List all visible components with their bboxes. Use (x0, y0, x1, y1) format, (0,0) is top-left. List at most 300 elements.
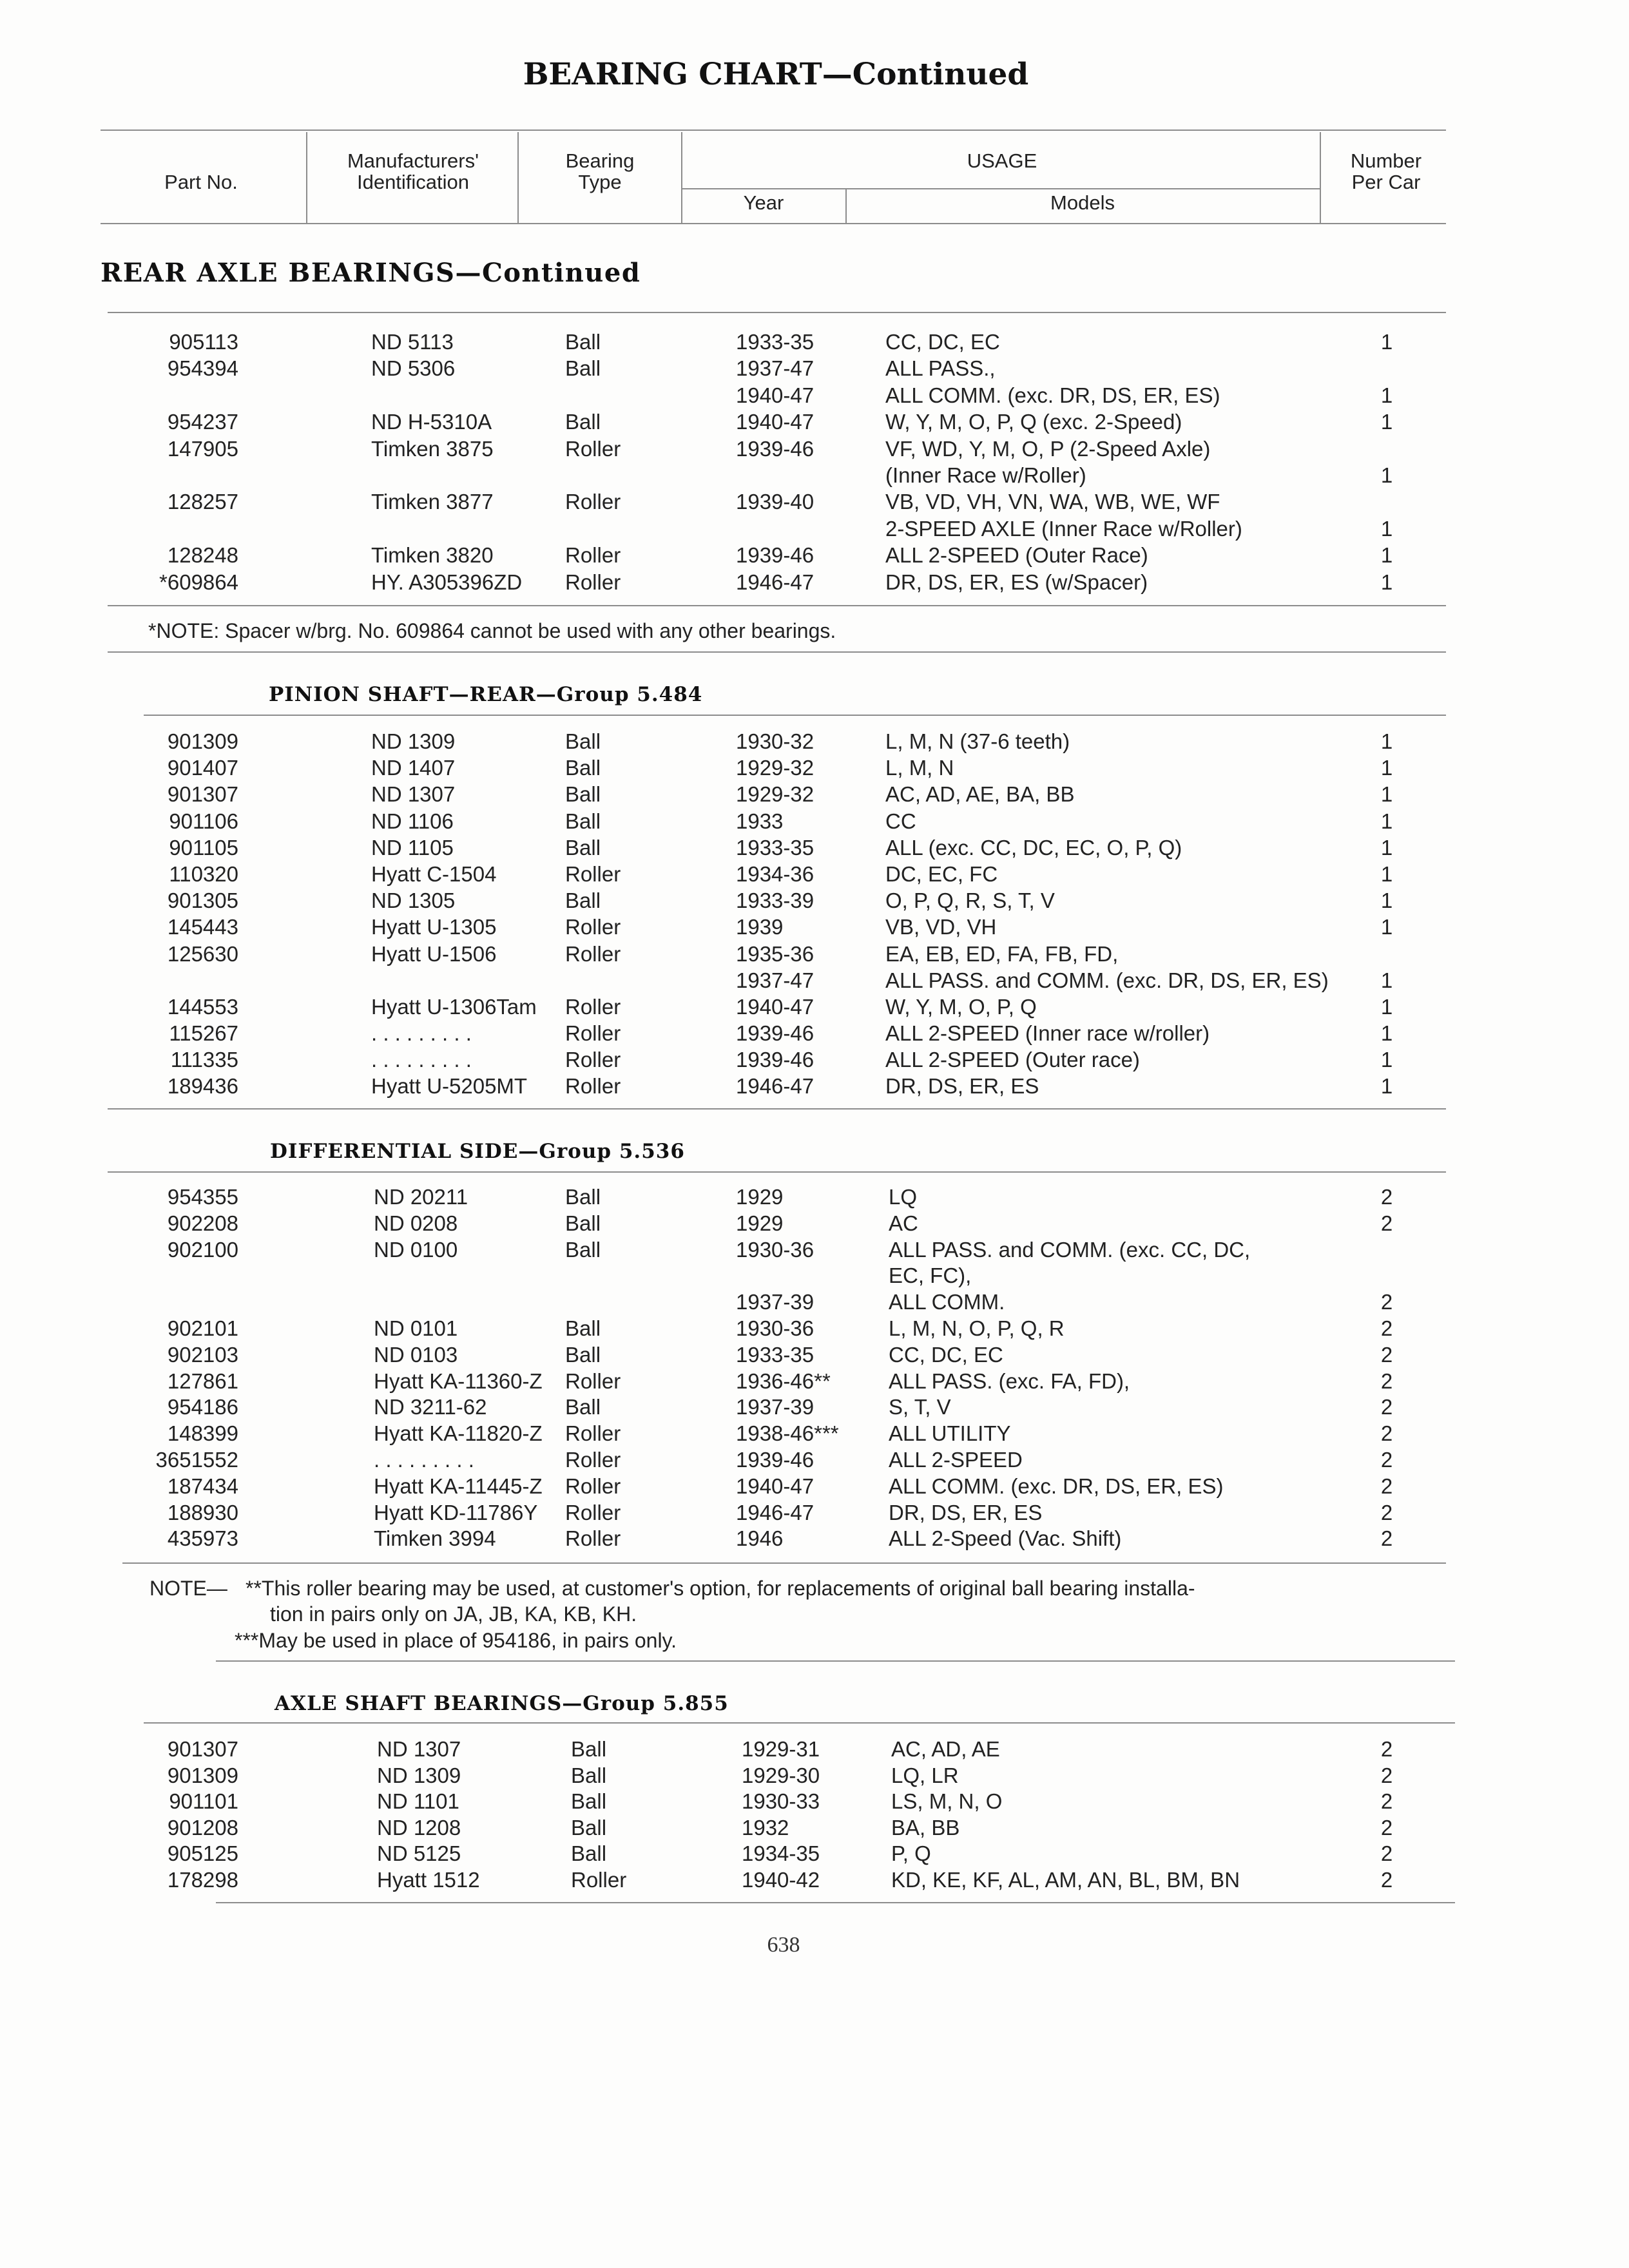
manufacturer-id-cell: Hyatt KA-11820-Z (374, 1421, 543, 1446)
year-cell: 1934-36 (736, 861, 815, 886)
manufacturer-id-cell: Hyatt 1512 (377, 1867, 480, 1892)
manufacturer-id-cell: ND 5306 (371, 356, 456, 381)
bearing-type-cell: Ball (571, 1737, 607, 1761)
header-part-no: Part No. (164, 171, 238, 193)
models-cell: ALL PASS. and COMM. (exc. CC, DC, (889, 1237, 1251, 1262)
year-cell: 1946-47 (736, 1500, 815, 1524)
table-row (0, 542, 1629, 568)
models-cell: CC, DC, EC (889, 1342, 1003, 1367)
table-row (0, 1046, 1629, 1073)
table-row (0, 887, 1629, 914)
part-number-cell: 901407 (167, 756, 238, 780)
table-row (0, 1763, 1629, 1789)
bearing-type-cell: Roller (565, 915, 621, 939)
bearing-type-cell: Roller (565, 941, 621, 966)
header-per-car: Per Car (1351, 171, 1421, 193)
part-number-cell: 111335 (170, 1048, 238, 1072)
number-per-car-cell: 2 (1380, 1815, 1393, 1840)
number-per-car-cell: 2 (1380, 1500, 1393, 1524)
bearing-type-cell: Roller (565, 1021, 621, 1046)
table-row (0, 408, 1629, 435)
bearing-type-cell: Roller (565, 1474, 621, 1498)
header-year: Year (743, 191, 784, 214)
number-per-car-cell: 2 (1380, 1737, 1393, 1761)
part-number-cell: 189436 (167, 1074, 238, 1099)
bearing-type-cell: Roller (565, 490, 621, 514)
number-per-car-cell: 1 (1380, 1048, 1393, 1072)
number-per-car-cell: 1 (1380, 889, 1393, 913)
models-cell: DR, DS, ER, ES (885, 1074, 1039, 1099)
models-cell: DR, DS, ER, ES (889, 1500, 1043, 1524)
number-per-car-cell: 1 (1380, 994, 1393, 1019)
bearing-type-cell: Ball (571, 1841, 607, 1866)
part-number-cell: *609864 (159, 570, 238, 594)
manufacturer-id-cell: ND 1208 (377, 1815, 461, 1840)
part-number-cell: 901105 (169, 835, 238, 860)
header-number: Number (1350, 149, 1422, 172)
bearing-type-cell: Roller (565, 1447, 621, 1472)
part-number-cell: 187434 (167, 1474, 238, 1498)
year-cell: 1937-39 (736, 1290, 815, 1314)
bearing-type-cell: Roller (571, 1867, 627, 1892)
manufacturer-id-cell: HY. A305396ZD (371, 570, 523, 594)
year-cell: 1946 (736, 1526, 784, 1551)
bearing-type-cell: Ball (571, 1763, 607, 1787)
models-cell: P, Q (891, 1841, 931, 1866)
part-number-cell: 954394 (167, 356, 238, 381)
bearing-type-cell: Ball (565, 809, 601, 833)
section-rule (108, 605, 1446, 606)
part-number-cell: 901307 (167, 782, 238, 807)
header-top-rule (101, 130, 1446, 131)
part-number-cell: 145443 (167, 915, 238, 939)
table-row (0, 1736, 1629, 1763)
bearing-type-cell: Roller (565, 1048, 621, 1072)
part-number-cell: 902208 (167, 1211, 238, 1235)
header-bearing: Bearing (565, 149, 635, 172)
models-cell: KD, KE, KF, AL, AM, AN, BL, BM, BN (891, 1867, 1240, 1892)
number-per-car-cell: 1 (1380, 410, 1393, 434)
manufacturer-id-cell: Timken 3875 (371, 436, 494, 461)
models-cell: ALL COMM. (exc. DR, DS, ER, ES) (889, 1474, 1224, 1498)
models-cell: ALL 2-SPEED (Outer Race) (885, 543, 1148, 568)
section-rule (108, 1171, 1446, 1173)
part-number-cell: 905125 (167, 1841, 238, 1866)
bearing-type-cell: Roller (565, 1074, 621, 1099)
bearing-type-cell: Ball (565, 1342, 601, 1367)
models-cell: CC, DC, EC (885, 330, 1000, 354)
models-cell: AC, AD, AE (891, 1737, 1000, 1761)
bearing-type-cell: Ball (565, 1237, 601, 1262)
year-cell: 1935-36 (736, 941, 815, 966)
models-cell: ALL PASS., (885, 356, 996, 381)
table-row (0, 1867, 1629, 1894)
models-cell: LQ (889, 1185, 918, 1209)
manufacturer-id-cell: ND 5113 (371, 330, 454, 354)
number-per-car-cell: 1 (1380, 782, 1393, 807)
year-cell: 1946-47 (736, 570, 815, 594)
manufacturer-id-cell: ND 0101 (374, 1316, 458, 1340)
bearing-type-cell: Ball (565, 782, 601, 807)
table-row (0, 515, 1629, 542)
models-cell: AC (889, 1211, 918, 1235)
bearing-type-cell: Ball (565, 410, 601, 434)
number-per-car-cell: 1 (1380, 516, 1393, 541)
models-cell: VB, VD, VH (885, 915, 997, 939)
bearing-type-cell: Ball (565, 330, 601, 354)
part-number-cell: 435973 (167, 1526, 238, 1551)
models-cell: ALL 2-Speed (Vac. Shift) (889, 1526, 1122, 1551)
manufacturer-id-cell: . . . . . . . . . (371, 1021, 472, 1046)
models-cell: LS, M, N, O (891, 1789, 1003, 1814)
number-per-car-cell: 2 (1380, 1395, 1393, 1419)
year-cell: 1939 (736, 915, 784, 939)
bearing-type-cell: Roller (565, 543, 621, 568)
year-cell: 1929-30 (742, 1763, 820, 1787)
manufacturer-id-cell: ND 1309 (377, 1763, 461, 1787)
header-type: Type (578, 171, 622, 193)
number-per-car-cell: 1 (1380, 383, 1393, 407)
number-per-car-cell: 1 (1380, 915, 1393, 939)
section-rule (122, 1562, 1446, 1564)
manufacturer-id-cell: ND 3211-62 (374, 1395, 487, 1419)
models-cell: (Inner Race w/Roller) (885, 463, 1086, 487)
section-rule (216, 1660, 1455, 1662)
part-number-cell: 954186 (167, 1395, 238, 1419)
table-row (0, 488, 1629, 515)
number-per-car-cell: 1 (1380, 809, 1393, 833)
year-cell: 1939-46 (736, 1048, 815, 1072)
number-per-car-cell: 1 (1380, 835, 1393, 860)
bearing-type-cell: Ball (565, 1395, 601, 1419)
models-cell: ALL (exc. CC, DC, EC, O, P, Q) (885, 835, 1182, 860)
manufacturer-id-cell: Hyatt C-1504 (371, 861, 497, 886)
manufacturer-id-cell: ND 5125 (377, 1841, 461, 1866)
table-row (0, 967, 1629, 994)
models-cell: L, M, N (37-6 teeth) (885, 729, 1070, 753)
models-cell: ALL COMM. (exc. DR, DS, ER, ES) (885, 383, 1220, 407)
bearing-type-cell: Ball (565, 1211, 601, 1235)
number-per-car-cell: 2 (1380, 1474, 1393, 1498)
year-cell: 1938-46*** (736, 1421, 839, 1446)
manufacturer-id-cell: ND 1407 (371, 756, 456, 780)
part-number-cell: 128257 (167, 490, 238, 514)
number-per-car-cell: 1 (1380, 1074, 1393, 1099)
year-cell: 1930-32 (736, 729, 815, 753)
models-cell: 2-SPEED AXLE (Inner Race w/Roller) (885, 516, 1242, 541)
table-row (0, 1526, 1629, 1552)
bearing-type-cell: Roller (565, 1526, 621, 1551)
header-models: Models (1050, 191, 1115, 214)
part-number-cell: 905113 (169, 330, 238, 354)
column-divider (517, 132, 519, 223)
manufacturer-id-cell: ND 1105 (371, 835, 454, 860)
table-row (0, 1237, 1629, 1264)
part-number-cell: 3651552 (155, 1447, 238, 1472)
bearing-type-cell: Ball (565, 1316, 601, 1340)
models-cell: L, M, N, O, P, Q, R (889, 1316, 1065, 1340)
year-cell: 1929 (736, 1211, 784, 1235)
year-cell: 1939-40 (736, 490, 815, 514)
number-per-car-cell: 1 (1380, 968, 1393, 992)
manufacturer-id-cell: ND 0100 (374, 1237, 458, 1262)
year-cell: 1937-47 (736, 968, 815, 992)
table-row (0, 382, 1629, 408)
manufacturer-id-cell: Hyatt KA-11360-Z (374, 1369, 543, 1393)
table-row (0, 1211, 1629, 1237)
bearing-type-cell: Roller (565, 570, 621, 594)
year-cell: 1932 (742, 1815, 789, 1840)
table-row (0, 994, 1629, 1020)
year-cell: 1933 (736, 809, 784, 833)
usage-subheader-rule (681, 188, 1320, 189)
number-per-car-cell: 1 (1380, 463, 1393, 487)
models-cell: ALL 2-SPEED (Outer race) (885, 1048, 1140, 1072)
table-row (0, 1369, 1629, 1395)
note-line: tion in pairs only on JA, JB, KA, KB, KH. (270, 1602, 637, 1626)
year-cell: 1937-47 (736, 356, 815, 381)
bearing-type-cell: Roller (565, 861, 621, 886)
models-cell: L, M, N (885, 756, 954, 780)
year-cell: 1940-47 (736, 1474, 815, 1498)
section-rule (108, 651, 1446, 653)
models-cell: ALL PASS. (exc. FA, FD), (889, 1369, 1130, 1393)
models-cell: O, P, Q, R, S, T, V (885, 889, 1055, 913)
manufacturer-id-cell: Timken 3994 (374, 1526, 496, 1551)
part-number-cell: 954355 (167, 1185, 238, 1209)
bearing-type-cell: Ball (571, 1789, 607, 1814)
note-line: ***May be used in place of 954186, in pairs only. (235, 1629, 677, 1652)
section-rule (144, 715, 1446, 716)
table-row (0, 1020, 1629, 1046)
part-number-cell: 144553 (167, 994, 238, 1019)
table-row (0, 1841, 1629, 1867)
column-divider (1320, 132, 1321, 223)
table-row (0, 1394, 1629, 1421)
bearing-type-cell: Roller (565, 1369, 621, 1393)
table-row (0, 941, 1629, 967)
year-cell: 1930-36 (736, 1237, 815, 1262)
models-cell: S, T, V (889, 1395, 951, 1419)
manufacturer-id-cell: Timken 3877 (371, 490, 494, 514)
table-row (0, 1316, 1629, 1342)
manufacturer-id-cell: ND 1106 (371, 809, 454, 833)
models-cell: ALL 2-SPEED (889, 1447, 1023, 1472)
year-cell: 1929 (736, 1185, 784, 1209)
table-row (0, 781, 1629, 807)
models-cell: DC, EC, FC (885, 861, 998, 886)
section-rule (108, 312, 1446, 313)
number-per-car-cell: 2 (1380, 1763, 1393, 1787)
bearing-type-cell: Roller (565, 1500, 621, 1524)
manufacturer-id-cell: ND 1307 (371, 782, 456, 807)
manufacturer-id-cell: Hyatt KA-11445-Z (374, 1474, 543, 1498)
year-cell: 1933-35 (736, 330, 815, 354)
table-row (0, 569, 1629, 595)
manufacturer-id-cell: Timken 3820 (371, 543, 494, 568)
bearing-type-cell: Ball (565, 356, 601, 381)
year-cell: 1940-47 (736, 994, 815, 1019)
year-cell: 1937-39 (736, 1395, 815, 1419)
section-rule (216, 1902, 1455, 1903)
table-row (0, 1184, 1629, 1211)
part-number-cell: 901307 (167, 1737, 238, 1761)
table-row (0, 861, 1629, 887)
table-row (0, 355, 1629, 381)
year-cell: 1933-39 (736, 889, 815, 913)
number-per-car-cell: 2 (1380, 1211, 1393, 1235)
part-number-cell: 115267 (169, 1021, 238, 1046)
section-heading-axle-shaft: AXLE SHAFT BEARINGS—Group 5.855 (275, 1692, 729, 1715)
manufacturer-id-cell: ND H-5310A (371, 410, 492, 434)
header-identification: Identification (356, 171, 470, 193)
manufacturer-id-cell: . . . . . . . . . (374, 1447, 474, 1472)
models-cell: EA, EB, ED, FA, FB, FD, (885, 941, 1119, 966)
part-number-cell: 901309 (167, 729, 238, 753)
number-per-car-cell: 1 (1380, 861, 1393, 886)
manufacturer-id-cell: Hyatt KD-11786Y (374, 1500, 538, 1524)
table-row (0, 834, 1629, 861)
page-title: BEARING CHART—Continued (523, 57, 1029, 92)
table-row (0, 1447, 1629, 1474)
differential-side-table (0, 1184, 1629, 1552)
year-cell: 1939-46 (736, 543, 815, 568)
year-cell: 1929-31 (742, 1737, 820, 1761)
manufacturer-id-cell: Hyatt U-1506 (371, 941, 497, 966)
year-cell: 1936-46** (736, 1369, 831, 1393)
year-cell: 1939-46 (736, 1447, 815, 1472)
table-row (0, 329, 1629, 355)
table-row (0, 808, 1629, 834)
header-manufacturers: Manufacturers' (347, 149, 479, 172)
models-cell: VB, VD, VH, VN, WA, WB, WE, WF (885, 490, 1220, 514)
year-cell: 1939-46 (736, 1021, 815, 1046)
number-per-car-cell: 2 (1380, 1841, 1393, 1866)
manufacturer-id-cell: ND 1101 (377, 1789, 459, 1814)
table-row (0, 1500, 1629, 1526)
models-cell: LQ, LR (891, 1763, 959, 1787)
number-per-car-cell: 1 (1380, 570, 1393, 594)
section-rule (144, 1722, 1455, 1724)
table-row (0, 728, 1629, 754)
bearing-type-cell: Ball (571, 1815, 607, 1840)
note-label: NOTE— (149, 1577, 227, 1600)
axle-shaft-table (0, 1736, 1629, 1894)
rear-axle-note: *NOTE: Spacer w/brg. No. 609864 cannot be used with any other bearings. (148, 619, 836, 642)
table-row (0, 1289, 1629, 1316)
part-number-cell: 178298 (167, 1867, 238, 1892)
year-cell: 1929-32 (736, 782, 815, 807)
manufacturer-id-cell: ND 20211 (374, 1185, 468, 1209)
part-number-cell: 128248 (167, 543, 238, 568)
part-number-cell: 901106 (169, 809, 238, 833)
number-per-car-cell: 1 (1380, 543, 1393, 568)
models-cell: W, Y, M, O, P, Q (885, 994, 1037, 1019)
manufacturer-id-cell: ND 1305 (371, 889, 456, 913)
rear-axle-table (0, 329, 1629, 595)
table-row (0, 436, 1629, 462)
bearing-type-cell: Roller (565, 1421, 621, 1446)
table-row (0, 1789, 1629, 1815)
models-cell: ALL COMM. (889, 1290, 1005, 1314)
year-cell: 1940-47 (736, 410, 815, 434)
models-cell: ALL UTILITY (889, 1421, 1011, 1446)
number-per-car-cell: 2 (1380, 1290, 1393, 1314)
table-row (0, 1421, 1629, 1447)
table-row (0, 1342, 1629, 1369)
year-cell: 1946-47 (736, 1074, 815, 1099)
bearing-type-cell: Ball (565, 835, 601, 860)
manufacturer-id-cell: ND 1309 (371, 729, 456, 753)
bearing-type-cell: Ball (565, 889, 601, 913)
part-number-cell: 954237 (167, 410, 238, 434)
column-divider (306, 132, 307, 223)
manufacturer-id-cell: Hyatt U-5205MT (371, 1074, 528, 1099)
models-cell: ALL PASS. and COMM. (exc. DR, DS, ER, ES) (885, 968, 1329, 992)
number-per-car-cell: 2 (1380, 1369, 1393, 1393)
part-number-cell: 110320 (169, 861, 238, 886)
manufacturer-id-cell: ND 0103 (374, 1342, 458, 1367)
table-row (0, 1474, 1629, 1500)
year-cell: 1939-46 (736, 436, 815, 461)
table-row (0, 914, 1629, 940)
bearing-type-cell: Roller (565, 436, 621, 461)
table-row (0, 462, 1629, 488)
number-per-car-cell: 2 (1380, 1447, 1393, 1472)
year-cell: 1929-32 (736, 756, 815, 780)
number-per-car-cell: 1 (1380, 729, 1393, 753)
table-row (0, 1073, 1629, 1099)
year-cell: 1933-35 (736, 835, 815, 860)
header-bottom-rule (101, 223, 1446, 224)
manufacturer-id-cell: Hyatt U-1305 (371, 915, 497, 939)
models-cell: W, Y, M, O, P, Q (exc. 2-Speed) (885, 410, 1182, 434)
number-per-car-cell: 2 (1380, 1867, 1393, 1892)
models-cell: CC (885, 809, 916, 833)
year-cell: 1940-47 (736, 383, 815, 407)
number-per-car-cell: 2 (1380, 1316, 1393, 1340)
year-cell: 1930-36 (736, 1316, 815, 1340)
pinion-shaft-table (0, 728, 1629, 1100)
year-cell: 1933-35 (736, 1342, 815, 1367)
year-cell: 1930-33 (742, 1789, 820, 1814)
bearing-type-cell: Ball (565, 756, 601, 780)
part-number-cell: 125630 (167, 941, 238, 966)
number-per-car-cell: 1 (1380, 756, 1393, 780)
column-divider (681, 132, 682, 223)
number-per-car-cell: 2 (1380, 1342, 1393, 1367)
table-row (0, 1815, 1629, 1841)
number-per-car-cell: 2 (1380, 1789, 1393, 1814)
part-number-cell: 902101 (167, 1316, 238, 1340)
part-number-cell: 147905 (167, 436, 238, 461)
number-per-car-cell: 2 (1380, 1185, 1393, 1209)
part-number-cell: 901305 (167, 889, 238, 913)
part-number-cell: 148399 (167, 1421, 238, 1446)
models-cell: VF, WD, Y, M, O, P (2-Speed Axle) (885, 436, 1211, 461)
bearing-type-cell: Ball (565, 729, 601, 753)
manufacturer-id-cell: . . . . . . . . . (371, 1048, 472, 1072)
models-cell: BA, BB (891, 1815, 960, 1840)
part-number-cell: 901208 (167, 1815, 238, 1840)
manufacturer-id-cell: ND 1307 (377, 1737, 461, 1761)
header-usage: USAGE (967, 149, 1037, 172)
section-heading-rear-axle: REAR AXLE BEARINGS—Continued (101, 258, 641, 288)
section-rule (108, 1108, 1446, 1110)
part-number-cell: 901309 (167, 1763, 238, 1787)
section-heading-pinion-shaft: PINION SHAFT—REAR—Group 5.484 (269, 683, 703, 706)
part-number-cell: 188930 (167, 1500, 238, 1524)
